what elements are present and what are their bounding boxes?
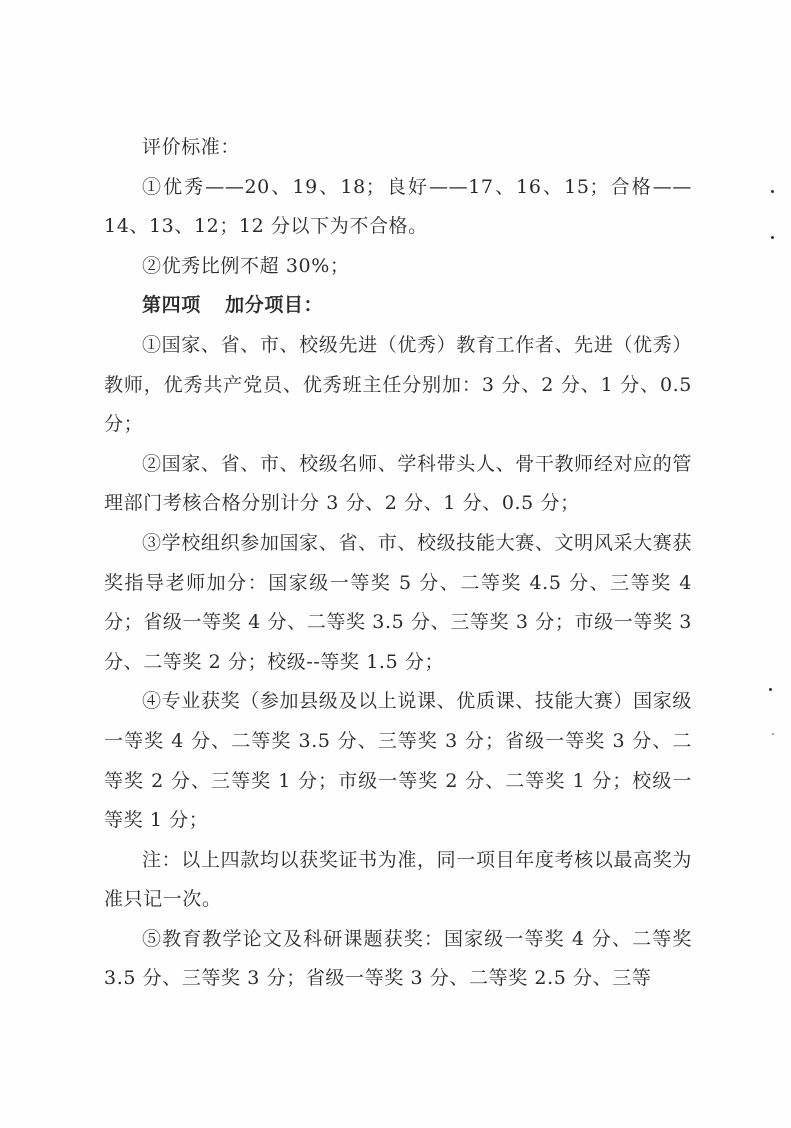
bonus-item-1: ①国家、省、市、校级先进（优秀）教育工作者、先进（优秀）教师，优秀共产党员、优秀班主任分别加：3 分、2 分、1 分、0.5 分； [104, 333, 692, 436]
bonus-item-4: ④专业获奖（参加县级及以上说课、优质课、技能大赛）国家级一等奖 4 分、二等奖 3.5 分、三等奖 3 分；省级一等奖 3 分、二等奖 2 分、三等奖 1 分；市级一等奖 2 分、二等奖 1 分；校级一等奖 1 分； [104, 690, 692, 832]
excellent-ratio-item: ②优秀比例不超 30%； [142, 254, 350, 277]
scan-speck [772, 733, 774, 735]
document-body [104, 128, 692, 999]
section-four-heading: 第四项 加分项目： [142, 294, 324, 317]
bonus-item-5: ⑤教育教学论文及科研课题获奖：国家级一等奖 4 分、二等奖 3.5 分、三等奖 3 分；省级一等奖 3 分、二等奖 2.5 分、三等 [104, 927, 692, 990]
scan-speck [769, 688, 772, 691]
bonus-item-3: ③学校组织参加国家、省、市、校级技能大赛、文明风采大赛获奖指导老师加分：国家级一等奖 5 分、二等奖 4.5 分、三等奖 4 分；省级一等奖 4 分、二等奖 3.5 分、三等奖 3 分；市级一等奖 3 分、二等奖 2 分；校级--等奖 1.5 分； [104, 531, 692, 673]
grading-scale-item: ①优秀——20、19、18；良好——17、16、15；合格——14、13、12；12 分以下为不合格。 [104, 175, 692, 238]
scan-speck [771, 236, 774, 239]
scan-speck [771, 190, 774, 193]
bonus-note: 注：以上四款均以获奖证书为准，同一项目年度考核以最高奖为准只记一次。 [104, 848, 692, 911]
bonus-item-2: ②国家、省、市、校级名师、学科带头人、骨干教师经对应的管理部门考核合格分别计分 3 分、2 分、1 分、0.5 分； [104, 452, 692, 515]
evaluation-standard-heading: 评价标准： [142, 136, 241, 158]
